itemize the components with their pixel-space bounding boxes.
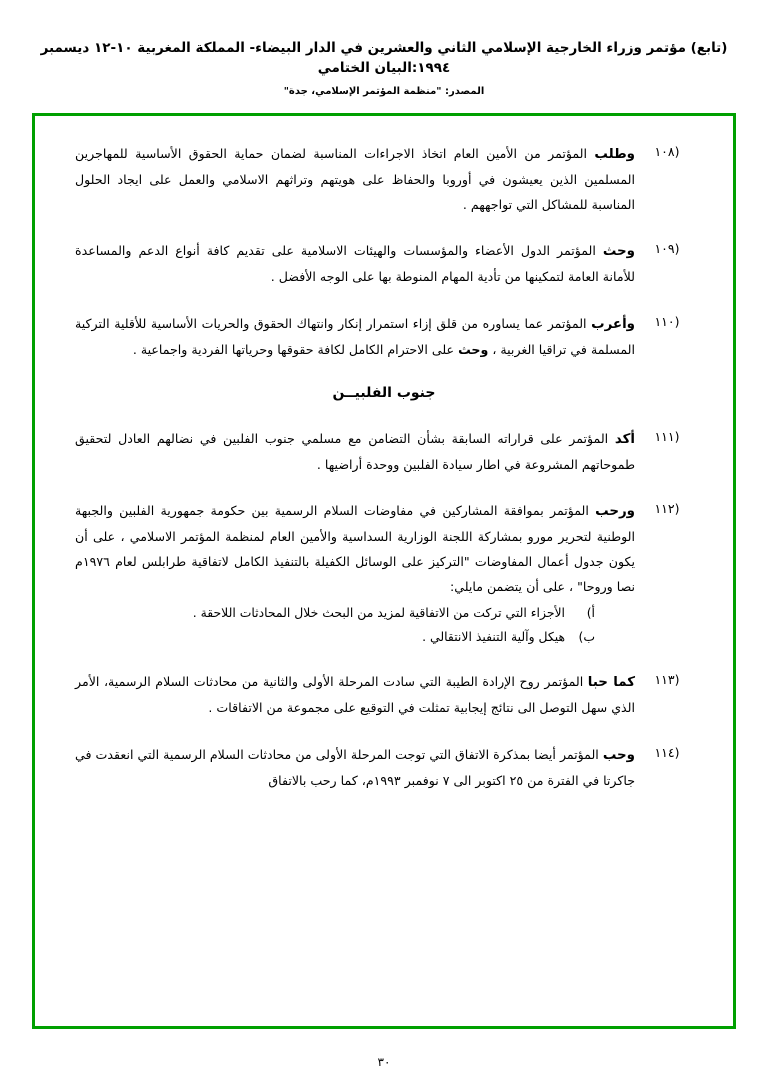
paragraph-114 bbox=[69, 743, 699, 794]
paragraph-number: (١١٠ bbox=[654, 313, 680, 329]
sub-list-marker: أ) bbox=[586, 605, 595, 621]
paragraph-lead: وحث bbox=[602, 244, 635, 260]
paragraph-content: المؤتمر الدول الأعضاء والمؤسسات والهيئات الاسلامية على تقديم كافة أنواع الدعم والمساعدة للأمانة العامة لتمكينها من تأدية المهام المنوطة بها على الوجه الأفضل . bbox=[75, 243, 635, 285]
paragraph-text bbox=[69, 239, 635, 290]
paragraph-text bbox=[69, 142, 635, 217]
paragraph-text bbox=[69, 312, 635, 363]
paragraph-content: المؤتمر روح الإرادة الطيبة التي سادت المرحلة الأولى والثانية من محادثات السلام الرسمية، الأمر الذي سهل التوصل الى نتائج إيجابية تمثلت في التوقيع على مجموعة من الاتفاقات . bbox=[75, 674, 635, 716]
page-footer bbox=[0, 1055, 768, 1069]
header-source: المصدر: "منظمة المؤتمر الإسلامي، جدة" bbox=[283, 85, 485, 97]
paragraph-content: المؤتمر على قراراته السابقة بشأن التضامن مع مسلمي جنوب الفلبين في نضالهم العادل لتحقيق طموحاتهم المشروعة في اطار سيادة الفلبين ووحدة أراضيها . bbox=[75, 430, 635, 472]
paragraph-112 bbox=[69, 499, 699, 648]
paragraph-content: المؤتمر أيضا بمذكرة الاتفاق التي توجت المرحلة الأولى من محادثات السلام الرسمية التي انعقدت في جاكرتا في الفترة من ٢٥ اكتوبر الى ٧ نوفمبر ١٩٩٣م، كما رحب بالاتفاق bbox=[75, 746, 635, 789]
paragraph-text bbox=[69, 499, 635, 648]
paragraph-emphasis: وحث bbox=[458, 342, 489, 358]
header-title: (تابع) مؤتمر وزراء الخارجية الإسلامي الثاني والعشرين في الدار البيضاء- المملكة المغربية ١٠-١٢ ديسمبر ١٩٩٤:البيان الختامي bbox=[40, 40, 728, 77]
paragraph-number: (١٠٩ bbox=[654, 241, 680, 257]
paragraph-110 bbox=[69, 312, 699, 363]
section-heading: جنوب الفلبيــن bbox=[332, 384, 436, 401]
sub-list-item bbox=[75, 601, 595, 625]
paragraph-text bbox=[69, 670, 635, 721]
paragraph-number: (١١٢ bbox=[654, 501, 680, 517]
paragraph-content: المؤتمر بموافقة المشاركين في مفاوضات السلام الرسمية بين حكومة جمهورية الفلبين والجبهة الوطنية لتحرير مورو بمشاركة اللجنة الوزارية السداسية والأمين العام لمنظمة المؤتمر الاسلامي ، على أن يكون جدول أعمال المفاوضات "التركيز على الوسائل الكفيلة بالتنفيذ الكامل لاتفاقية طرابلس لعام ١٩٧٦م نصا وروحا" ، على أن يتضمن مايلي: bbox=[75, 503, 635, 594]
page-header bbox=[0, 0, 768, 97]
paragraph-111 bbox=[69, 427, 699, 478]
paragraph-108 bbox=[69, 142, 699, 217]
paragraph-lead: وأعرب bbox=[591, 316, 635, 332]
page-number: ٣٠ bbox=[377, 1055, 391, 1069]
paragraph-number: (١١٣ bbox=[654, 672, 680, 688]
paragraph-text bbox=[69, 427, 635, 478]
paragraph-content-continued: على الاحترام الكامل لكافة حقوقها وحرياتها الفردية واجماعية . bbox=[132, 342, 459, 358]
content-body bbox=[35, 116, 733, 1026]
paragraph-lead: ورحب bbox=[595, 504, 635, 520]
content-frame bbox=[32, 113, 736, 1029]
sub-list-marker: ب) bbox=[578, 628, 595, 644]
paragraph-113 bbox=[69, 670, 699, 721]
paragraph-content: المؤتمر عما يساوره من قلق إزاء استمرار إنكار وانتهاك الحقوق والحريات الأساسية للأقلية التركية المسلمة في تراقيا الغربية ، bbox=[75, 315, 635, 358]
paragraph-number: (١١٤ bbox=[654, 744, 680, 760]
paragraph-lead: كما حبا bbox=[587, 675, 635, 691]
sub-list-text: هيكل وآلية التنفيذ الانتقالي . bbox=[422, 628, 565, 644]
paragraph-content: المؤتمر من الأمين العام اتخاذ الاجراءات المناسبة لضمان حماية الحقوق الأساسية للمهاجرين المسلمين الذين يعيشون في أوروبا والحفاظ على هويتهم وتراثهم الاسلامي والعمل على ايجاد الحلول المناسبة للمشاكل التي تواجههم . bbox=[75, 146, 635, 212]
paragraph-text bbox=[69, 743, 635, 794]
sub-list-text: الأجزاء التي تركت من الاتفاقية لمزيد من البحث خلال المحادثات اللاحقة . bbox=[192, 605, 565, 621]
paragraph-lead: أكد bbox=[614, 431, 635, 447]
paragraph-number: (١٠٨ bbox=[654, 144, 680, 159]
sub-list bbox=[75, 601, 595, 648]
paragraph-number: (١١١ bbox=[654, 428, 680, 444]
paragraph-109 bbox=[69, 239, 699, 290]
paragraph-lead: وحب bbox=[602, 747, 635, 763]
paragraph-lead: وطلب bbox=[594, 147, 635, 162]
sub-list-item bbox=[75, 625, 595, 649]
